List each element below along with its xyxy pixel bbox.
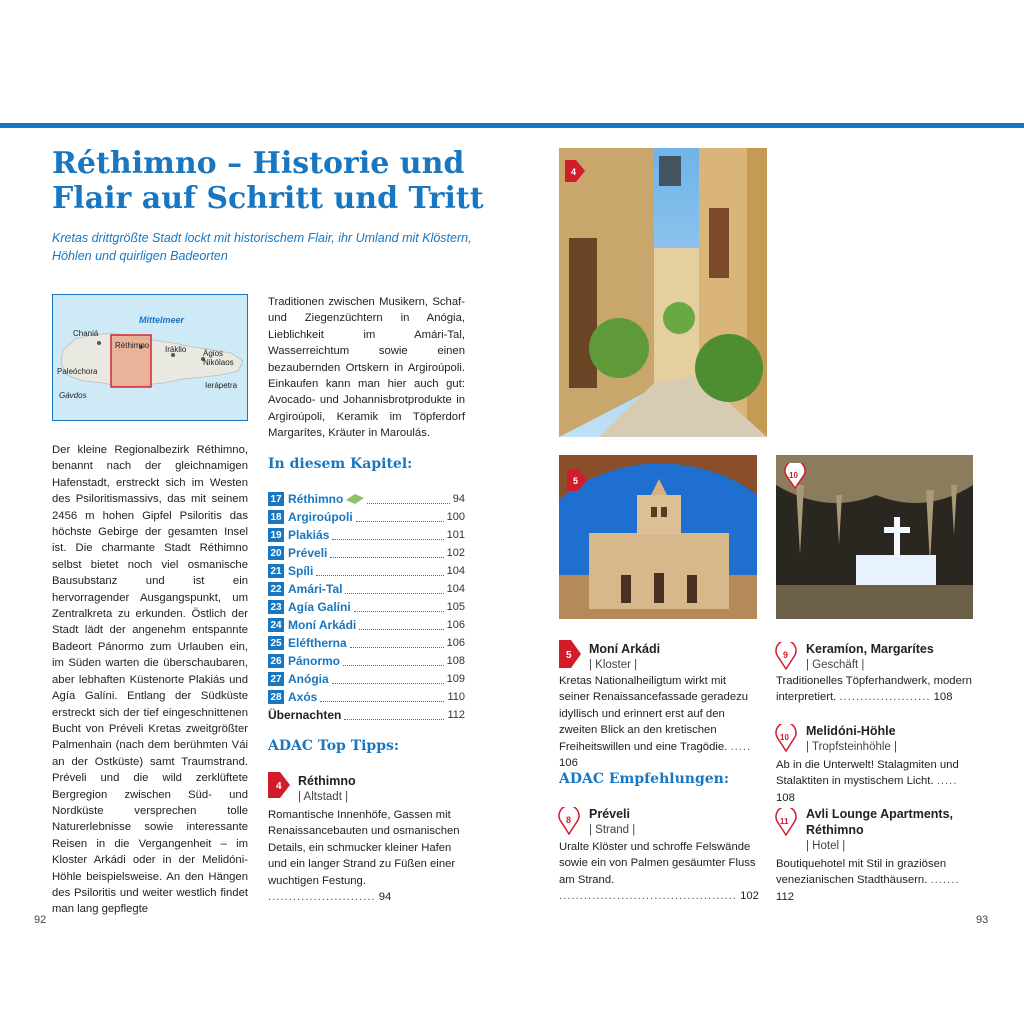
leader-dots [320,693,444,702]
map-label: Iráklio [165,345,187,354]
chapter-number-badge: 20 [268,546,284,560]
toc-row[interactable] [268,598,465,616]
recommendation-marker-icon [775,808,797,841]
chapter-toc [268,490,465,724]
toc-row-overnight[interactable] [268,706,465,724]
chapter-number-badge: 17 [268,492,284,506]
page-subtitle: Kretas drittgrößte Stadt lockt mit historischem Flair, ihr Umland mit Klöstern, Höhlen und quirligen Badeorten [52,231,472,263]
chapter-name: Eléftherna [288,636,347,650]
chapter-page: 101 [446,529,465,541]
poi-melidoni [806,723,976,755]
toc-row[interactable] [268,670,465,688]
chapter-name: Amári-Tal [288,582,343,596]
leader-dots [359,621,443,630]
chapter-name: Moní Arkádi [288,618,357,632]
recommendation-marker-icon [775,724,797,757]
poi-category: | Strand | [589,824,636,836]
chapter-number-badge: 18 [268,510,284,524]
map-label: Ágios Nikólaos [203,349,234,367]
chapter-number-badge: 26 [268,654,284,668]
map-label: Paleóchora [57,367,98,376]
poi-category: | Hotel | [806,840,846,852]
top-tipp-marker-icon [559,640,581,673]
toc-row[interactable] [268,562,465,580]
poi-preveli [589,806,759,838]
chapter-name: Spíli [288,564,314,578]
poi-category: | Altstadt | [298,791,349,803]
region-map [52,294,248,421]
chapter-page: 104 [446,583,465,595]
svg-text:9: 9 [783,650,789,660]
leader-dots [367,495,449,504]
map-label: Gávdos [59,391,87,400]
chapter-page: 110 [447,691,465,703]
chapter-page: 112 [447,709,465,721]
top-tipp-marker-icon [268,772,290,803]
poi-category: | Kloster | [589,659,638,671]
svg-text:8: 8 [566,815,572,825]
intro-text: Der kleine Regionalbezirk Réthimno, benannt nach der gleichnamigen Hafenstadt, erstreckt sich im Westen des Psiloritismassivs, das mit seinem 2456 m hohen Gipfel Psiloritis das höchste Gebirge der gesamten Insel ist. Die charmante Stadt Réthimno selbst bietet noch viel osmanische Bausubstanz und ist ein hervorragender Ausgangspunkt, um Zentralkreta zu erkunden. Östlich der Stadt lädt der angenehm entspannte Badeort Pánormo zum Urlauben ein, im Süden warten die überschaubaren, aber lebhaften Küstenorte Plakiás und Agía Galíni. Entlang der Südküste erstreckt sich der tief eingeschnittenen Bucht von Préveli Kretas zweitgrößter Palmenhain (nach dem berühmten Vái an der Ostküste) samt Traumstrand. Préveli und die wild zerklüftete Bergregion zwischen Süd- und Nordküste versprechen tolle Naturerlebnisse sowie interessante Reisen in die Vergangenheit – im Kloster Arkádi oder in der Melidóni-Höhle beispielsweise. An den Hängen des Psiloritis und weiter westlich findet man lang gepflegte [52,444,248,916]
toc-row[interactable] [268,490,465,508]
top-tipps-heading: ADAC Top Tipps: [268,738,400,754]
chapter-name: Anógia [288,672,329,686]
leader-dots [343,657,444,666]
toc-row[interactable] [268,580,465,598]
svg-text:11: 11 [780,817,789,826]
poi-name: Moní Arkádi [589,642,661,656]
chapter-name: Axós [288,690,318,704]
chapter-page: 109 [446,673,465,685]
chapter-name: Préveli [288,546,328,560]
svg-text:10: 10 [789,471,798,480]
poi-description: Uralte Klöster und schroffe Felswände sowie ein von Palmen gesäumter Fluss am Strand. ........................................... 102 [559,841,759,903]
chapter-number-badge: 19 [268,528,284,542]
chapter-name: Pánormo [288,654,341,668]
poi-name: Réthimno [298,774,356,788]
leader-dots [345,585,443,594]
leader-dots [350,639,444,648]
chapter-page: 104 [446,565,465,577]
page-title: Réthimno – Historie und Flair auf Schritt und Tritt [52,146,484,216]
poi-description: Kretas Nationalheiligtum wirkt mit seiner Renaissancefassade geradezu idyllisch und erinnert erst auf den zweiten Blick an den kretischen Freiheitswillen und eine Tragödie. ..... 106 [559,675,752,770]
photo-moni-arkadi [559,455,757,619]
leader-dots [332,531,443,540]
chapter-page: 108 [446,655,465,667]
chapter-number-badge: 23 [268,600,284,614]
photo-badge-icon [784,463,806,489]
chapter-name: Agía Galíni [288,600,351,614]
photo-melidoni-cave [776,455,973,619]
svg-text:4: 4 [571,167,577,177]
toc-row[interactable] [268,634,465,652]
chapter-page: 106 [446,619,465,631]
toc-heading: In diesem Kapitel: [268,456,413,472]
chapter-number-badge: 24 [268,618,284,632]
top-rule [0,123,1024,128]
poi-avli-lounge [806,806,976,854]
poi-moni-arkadi [589,641,759,673]
map-label: Réthimno [115,341,150,350]
poi-description: Traditionelles Töpferhandwerk, modern interpretiert. ...................... 108 [776,675,972,704]
leader-dots [330,549,443,558]
svg-text:5: 5 [573,476,579,486]
photo-rethimno-street [559,148,767,437]
chapter-page: 94 [452,493,465,505]
poi-description: Ab in die Unterwelt! Stalagmiten und Stalaktiten in mystischem Licht. ..... 108 [776,759,959,804]
poi-category: | Tropfsteinhöhle | [806,741,898,753]
toc-row[interactable] [268,616,465,634]
leader-dots [356,513,444,522]
map-label: Chaniá [73,329,99,338]
leader-dots [332,675,444,684]
chapter-page: 102 [446,547,465,559]
toc-row[interactable] [268,688,465,706]
chapter-number-badge: 22 [268,582,284,596]
chapter-page: 106 [446,637,465,649]
poi-description: Romantische Innenhöfe, Gassen mit Renaissancebauten und osmanischen Details, ein schmucker kleiner Hafen und ein langer Strand zu Füßen einer wuchtigen Festung. .......................... 94 [268,809,460,904]
poi-keramion [806,641,976,673]
leader-dots [354,603,444,612]
poi-description: Boutiquehotel mit Stil in graziösen venezianischen Stadthäusern. ....... 112 [776,858,960,903]
chapter-number-badge: 27 [268,672,284,686]
photo-badge-icon [567,469,587,491]
poi-name: Préveli [589,807,631,821]
leader-dots [316,567,443,576]
chapter-number-badge: 21 [268,564,284,578]
poi-rethimno [298,773,468,805]
svg-text:4: 4 [276,781,282,792]
svg-text:10: 10 [780,733,789,742]
chapter-number-badge: 25 [268,636,284,650]
page-number-left: 92 [34,914,47,926]
chapter-name: Plakiás [288,528,330,542]
recommendation-marker-icon [775,642,797,675]
page-number-right: 93 [976,914,989,926]
leader-dots [344,711,444,720]
toc-row[interactable] [268,508,465,526]
poi-name: Melidóni-Höhle [806,724,896,738]
map-label: Ierápetra [205,381,238,390]
chapter-name: Réthimno [288,492,344,506]
chapter-name: Argiroúpoli [288,510,353,524]
toc-row[interactable] [268,544,465,562]
toc-row[interactable] [268,652,465,670]
map-label-sea: Mittelmeer [139,315,185,325]
chapter-page: 105 [446,601,465,613]
poi-category: | Geschäft | [806,659,865,671]
map-book-icon [346,494,364,504]
poi-name: Avli Lounge Apartments, Réthimno [806,807,954,837]
toc-row[interactable] [268,526,465,544]
recommendation-marker-icon [558,807,580,840]
chapter-page: 100 [446,511,465,523]
poi-name: Keramíon, Margarítes [806,642,934,656]
intro-text-continued: Traditionen zwischen Musikern, Schaf- und Ziegenzüchtern in Anógia, Lieblichkeit im Amári-Tal, Wasserreichtum sowie einen bezaubernden Ortskern in Argiroúpoli. Einkaufen kann man hier auch gut: Avocado- und Johannisbrotprodukte in Argiroúpoli, Keramik im Töpferdorf Margarítes, Kräuter in Maroulás. [268,296,465,440]
chapter-number-badge: 28 [268,690,284,704]
photo-badge-icon [565,160,585,182]
chapter-name: Übernachten [268,708,342,722]
svg-text:5: 5 [566,650,572,661]
empfehlungen-heading: ADAC Empfehlungen: [559,771,729,787]
